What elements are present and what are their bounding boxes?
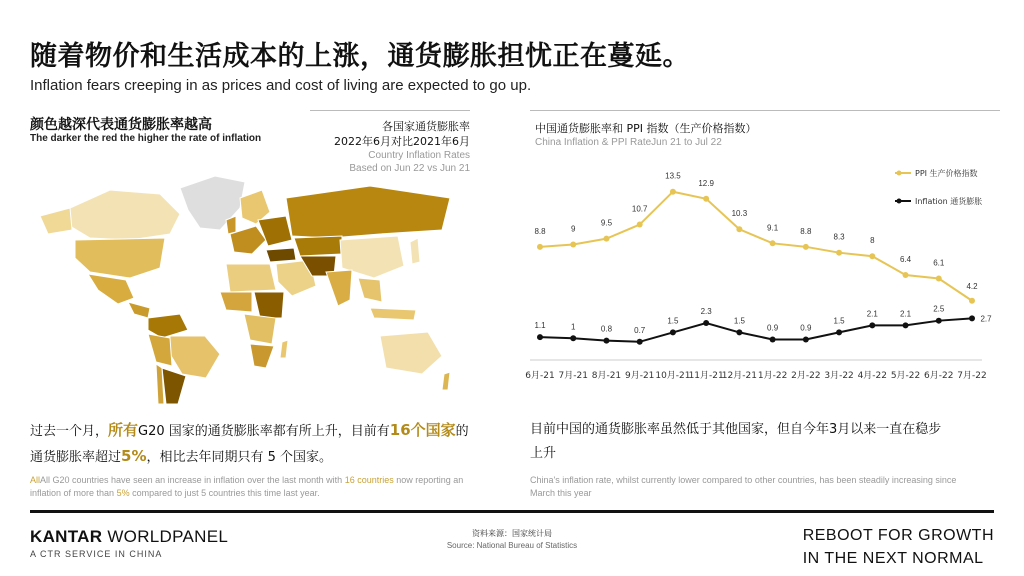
data-point <box>637 339 643 345</box>
data-label: 8.3 <box>833 232 845 242</box>
data-point <box>969 298 975 304</box>
data-label: 0.9 <box>767 323 779 333</box>
legend-marker-1 <box>897 199 902 204</box>
data-point <box>637 222 643 228</box>
map-east-africa <box>254 292 284 318</box>
data-label: 1.1 <box>534 321 546 331</box>
legend-marker-0 <box>897 171 902 176</box>
data-label: 0.9 <box>800 323 812 333</box>
tagline-line-2: IN THE NEXT NORMAL <box>802 550 984 567</box>
x-tick-label: 9月-21 <box>624 371 655 381</box>
brand-bold: KANTAR <box>30 527 103 546</box>
map-north-africa <box>226 264 276 292</box>
line-chart <box>520 160 1000 390</box>
map-summary-cn-part1: 过去一个月， <box>30 424 109 439</box>
map-usa <box>75 238 165 278</box>
x-tick-label: 1月-22 <box>757 371 788 381</box>
x-tick-label: 6月-21 <box>525 371 555 381</box>
data-point <box>703 196 709 202</box>
map-summary-en-all: All <box>30 475 41 485</box>
data-point <box>803 244 809 250</box>
map-summary-cn <box>30 418 480 470</box>
data-label: 6.4 <box>899 254 912 264</box>
x-tick-label: 10月-21 <box>655 371 691 381</box>
chart-title-cn: 中国通货膨胀率和 PPI 指数（生产价格指数） <box>535 122 757 135</box>
map-summary-cn-highlight-all: 所有 <box>108 421 139 439</box>
map-summary-en-part1: All G20 countries have seen an increase in inflation over the last month with <box>40 475 345 485</box>
source-cn: 资料来源：国家统计局 <box>472 529 552 538</box>
brand-subtitle: A CTR SERVICE IN CHINA <box>30 549 163 559</box>
data-point <box>936 318 942 324</box>
map-summary-cn-part3: G20 国家的通货膨胀率都有所上升，目前有 <box>138 424 390 439</box>
data-label: 10.3 <box>731 209 748 219</box>
x-tick-label: 3月-22 <box>824 371 854 381</box>
map-summary-cn-part7: ，相比去年同期只有 5 个国家。 <box>146 450 333 465</box>
data-label: 2.3 <box>700 307 712 317</box>
x-tick-label: 4月-22 <box>857 371 888 381</box>
data-label: 9 <box>571 224 576 234</box>
data-point <box>603 338 609 344</box>
legend-label-0: PPI 生产价格指数 <box>915 169 978 178</box>
data-label: 2.7 <box>980 314 992 324</box>
map-canada <box>70 190 180 240</box>
map-legend <box>310 110 470 175</box>
page-title: 随着物价和生活成本的上涨，通货膨胀担忧正在蔓延。 <box>30 41 690 72</box>
chart-title-en: China Inflation & PPI RateJun 21 to Jul 22 <box>535 137 722 148</box>
data-label: 6.1 <box>933 258 945 268</box>
data-point <box>703 320 709 326</box>
map-russia <box>286 186 450 238</box>
data-label: 2.1 <box>899 309 912 319</box>
data-point <box>603 236 609 242</box>
series-line-0 <box>540 192 972 301</box>
data-label: 1.5 <box>833 316 845 326</box>
data-label: 4.2 <box>966 281 978 291</box>
x-tick-label: 2月-22 <box>791 371 821 381</box>
map-peru-bolivia <box>148 334 172 366</box>
data-point <box>670 329 676 335</box>
data-label: 13.5 <box>665 171 681 181</box>
chart-frame <box>530 110 1000 111</box>
world-map <box>30 168 460 408</box>
data-point <box>903 272 909 278</box>
map-summary-en-5pct: 5% <box>116 488 130 498</box>
map-turkey <box>266 248 296 262</box>
map-mexico <box>88 274 134 304</box>
map-legend-en-1: Country Inflation Rates <box>368 150 470 161</box>
data-label: 1 <box>571 322 576 332</box>
map-south-africa <box>250 344 274 368</box>
page-subtitle: Inflation fears creeping in as prices and cost of living are expected to go up. <box>30 77 532 94</box>
map-kazakhstan <box>294 236 342 256</box>
data-point <box>736 226 742 232</box>
data-point <box>869 253 875 259</box>
data-point <box>803 336 809 342</box>
map-indonesia <box>370 308 416 320</box>
tagline <box>803 524 994 570</box>
map-heading-cn: 颜色越深代表通货膨胀率越高 <box>30 117 212 133</box>
map-new-zealand <box>442 372 450 390</box>
data-label: 2.1 <box>866 309 878 319</box>
world-map-svg <box>30 168 460 408</box>
map-madagascar <box>280 340 288 358</box>
data-label: 10.7 <box>631 204 648 214</box>
map-australia <box>380 332 442 374</box>
map-legend-cn-2: 2022年6月对比2021年6月 <box>334 135 470 148</box>
x-tick-label: 11月-21 <box>688 371 724 381</box>
map-heading-en: The darker the red the higher the rate of inflation <box>30 133 262 144</box>
map-summary-cn-highlight-5pct: 5% <box>121 447 147 465</box>
legend-label-1: Inflation 通货膨胀 <box>915 197 983 206</box>
map-brazil <box>170 336 220 378</box>
map-alaska <box>40 208 72 234</box>
x-tick-label: 7月-21 <box>558 371 588 381</box>
data-point <box>537 334 543 340</box>
data-point <box>836 329 842 335</box>
map-legend-en-2: Based on Jun 22 vs Jun 21 <box>349 163 470 174</box>
x-tick-label: 7月-22 <box>957 371 987 381</box>
data-point <box>570 335 576 341</box>
data-label: 8 <box>870 236 875 246</box>
map-summary-en-part3: now reporting an inflation of more than <box>30 475 464 498</box>
data-point <box>836 250 842 256</box>
data-point <box>670 189 676 195</box>
data-point <box>736 329 742 335</box>
map-summary-en-16: 16 countries <box>344 475 394 485</box>
data-label: 9.1 <box>767 223 779 233</box>
chart-summary-cn: 目前中国的通货膨胀率虽然低于其他国家，但自今年3月以来一直在稳步上升 <box>530 422 942 461</box>
data-label: 8.8 <box>534 226 546 236</box>
map-southeast-asia <box>358 278 382 302</box>
data-point <box>903 322 909 328</box>
data-label: 1.5 <box>733 316 745 326</box>
data-label: 2.5 <box>933 304 945 314</box>
tagline-line-1: REBOOT FOR GROWTH <box>802 527 994 544</box>
map-summary-cn-part5: 的通货膨胀率超过 <box>30 424 469 465</box>
data-label: 1.5 <box>667 316 679 326</box>
map-japan <box>410 238 420 264</box>
brand-rest: WORLDPANEL <box>102 527 229 546</box>
data-point <box>936 275 942 281</box>
data-label: 9.5 <box>600 218 613 228</box>
data-label: 0.8 <box>600 324 613 334</box>
map-summary-en <box>30 474 480 500</box>
data-label: 0.7 <box>634 325 646 335</box>
map-colombia-venezuela <box>148 314 188 338</box>
map-summary-en-part5: compared to just 5 countries this time last year. <box>129 488 320 498</box>
map-central-africa <box>244 314 276 344</box>
footer-divider <box>30 510 994 513</box>
data-label: 12.9 <box>698 178 714 188</box>
data-point <box>969 315 975 321</box>
data-label: 8.8 <box>800 226 812 236</box>
map-summary-cn-highlight-16: 16个国家 <box>389 421 456 439</box>
x-tick-label: 12月-21 <box>721 371 757 381</box>
source-en: Source: National Bureau of Statistics <box>446 541 578 550</box>
data-point <box>537 244 543 250</box>
data-point <box>770 336 776 342</box>
map-west-africa <box>220 292 252 312</box>
data-point <box>869 322 875 328</box>
x-tick-label: 8月-21 <box>591 371 622 381</box>
map-legend-cn-1: 各国家通货膨胀率 <box>382 120 470 133</box>
chart-summary-en: China's inflation rate, whilst currently lower compared to other countries, has been steadily increasing since March this year <box>530 475 957 498</box>
x-tick-label: 5月-22 <box>890 371 921 381</box>
map-central-america <box>128 302 150 318</box>
data-point <box>570 241 576 247</box>
x-tick-label: 6月-22 <box>924 371 954 381</box>
map-india <box>326 270 352 306</box>
data-point <box>770 240 776 246</box>
